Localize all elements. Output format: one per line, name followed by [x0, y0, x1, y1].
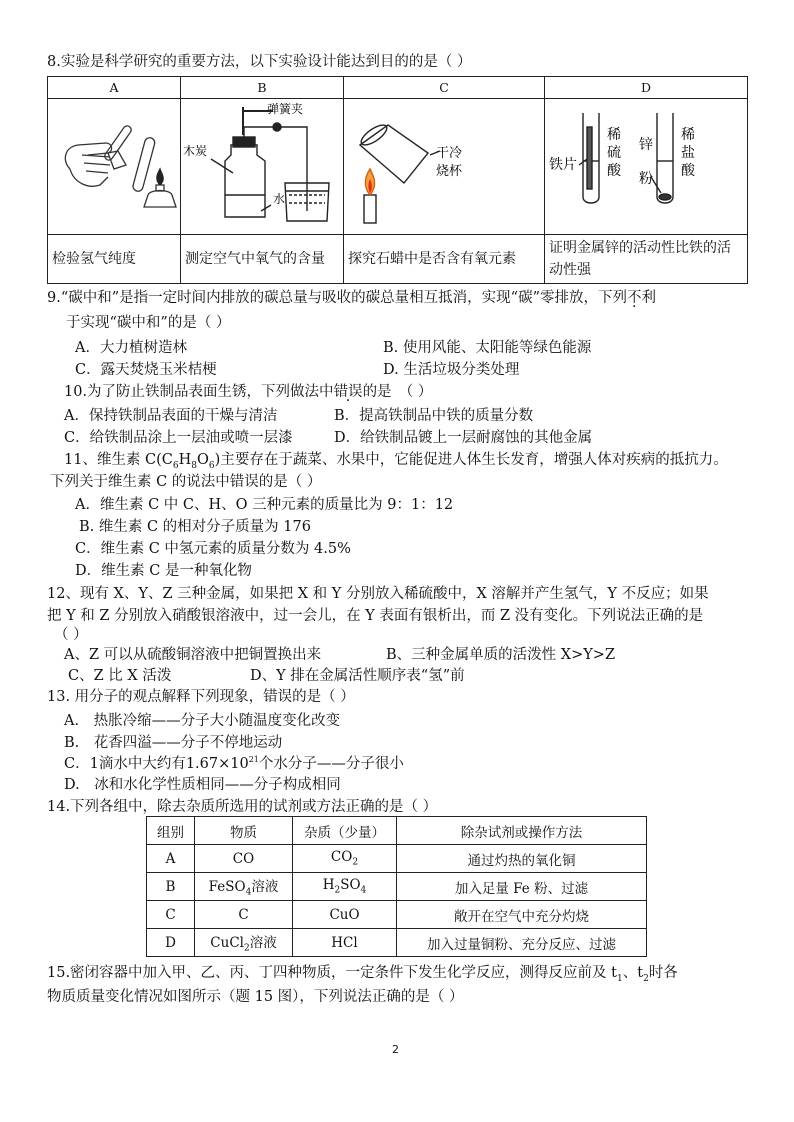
q13-option-c: C．1滴水中大约有$1.67\times 10^{21}$个水分子——分子很小 — [64, 755, 404, 772]
zinc-char-2: 粉 — [639, 171, 653, 187]
q12-option-a: A、Z 可以从硫酸铜溶液中把铜置换出来 — [64, 647, 322, 663]
iron-plate-label: 铁片 — [549, 157, 577, 173]
table-row: A CO $CO_2$ 通过灼热的氧化铜 — [147, 845, 647, 873]
emphasis-not: 不 — [626, 290, 642, 306]
q12-option-b: B、三种金属单质的活泼性 X>Y>Z — [386, 647, 616, 663]
q13-option-d: D. 冰和水化学性质相同——分子构成相同 — [64, 777, 341, 793]
acid1-char-2: 硫 — [607, 145, 621, 161]
q12-option-c: C、Z 比 X 活泼 — [68, 668, 172, 684]
spring-clamp-label: 弹簧夹 — [267, 102, 304, 116]
q9-stem-line2: 于实现“碳中和”的是（ ） — [66, 315, 231, 331]
table-row: D CuCl$_2$溶液 HCl 加入过量铜粉、充分反应、过滤 — [147, 929, 647, 957]
page-number: 2 — [392, 1043, 399, 1056]
col-header-d: D — [545, 77, 748, 99]
charcoal-label: 木炭 — [183, 144, 208, 158]
q15-stem-line1: 15.密闭容器中加入甲、乙、丙、丁四种物质，一定条件下发生化学反应，测得反应前及 $t_1$、$t_2$时各 — [47, 965, 678, 984]
water-label: 水 — [273, 192, 286, 206]
acid2-char-3: 酸 — [681, 163, 695, 179]
acid2-char-2: 盐 — [681, 145, 695, 161]
acid2-char-1: 稀 — [681, 127, 695, 143]
q10-option-c: C．给铁制品涂上一层油或喷一层漆 — [64, 430, 293, 446]
q15-stem-line2: 物质质量变化情况如图所示（题 15 图），下列说法正确的是（ ） — [47, 989, 464, 1005]
q9-option-a: A．大力植树造林 — [75, 340, 187, 356]
q9-stem-line1: 9.“碳中和”是指一定时间内排放的碳总量与吸收的碳总量相互抵消，实现“碳”零排放，下列不利 — [47, 290, 656, 306]
q10-stem: 10.为了防止铁制品表面生锈，下列做法中错误的是 （ ） — [64, 384, 433, 400]
label-d: 证明金属锌的活动性比铁的活动性强 — [545, 235, 748, 284]
q9-option-b: B. 使用风能、太阳能等绿色能源 — [383, 340, 592, 356]
q8-experiment-table — [47, 76, 748, 284]
q13-stem: 13. 用分子的观点解释下列现象，错误的是（ ） — [47, 689, 355, 705]
col-header-b: B — [181, 77, 344, 99]
metal-activity-diagram — [545, 99, 748, 230]
zinc-char-1: 锌 — [639, 137, 653, 153]
table-row: B FeSO$_4$溶液 $H_2SO_4$ 加入足量 Fe 粉、过滤 — [147, 873, 647, 901]
q14-stem: 14.下列各组中，除去杂质所选用的试剂或方法正确的是（ ） — [47, 799, 438, 815]
q10-option-b: B．提高铁制品中铁的质量分数 — [334, 408, 534, 424]
label-c: 探究石蜡中是否含有氧元素 — [344, 235, 545, 284]
paraffin-test-diagram — [344, 99, 545, 230]
beaker-label: 烧杯 — [436, 164, 463, 179]
q11-stem-line2: 下列关于维生素 C 的说法中错误的是（ ） — [50, 474, 322, 490]
q11-stem-line1: 11、维生素 $C(C_6H_8O_6)$主要存在于蔬菜、水果中，它能促进人体生长发育，增强人体对疾病的抵抗力。 — [64, 452, 728, 471]
q9-option-c: C．露天焚烧玉米桔梗 — [75, 362, 217, 378]
diagram-d-cell — [545, 99, 748, 235]
header-substance: 物质 — [195, 817, 293, 845]
acid1-char-3: 酸 — [607, 163, 621, 179]
q12-stem-line2: 把 Y 和 Z 分别放入硝酸银溶液中，过一会儿，在 Y 表面有银析出，而 Z 没有变化。下列说法正确的是 — [47, 608, 704, 624]
q11-option-a: A．维生素 C 中 C、H、O 三种元素的质量比为 9：1：12 — [75, 497, 454, 513]
header-group: 组别 — [147, 817, 195, 845]
col-header-a: A — [48, 77, 181, 99]
table-header-row — [147, 817, 647, 845]
emphasis-wrong: 错误 — [333, 384, 363, 400]
q12-stem-line3: （ ） — [54, 627, 88, 643]
hydrogen-test-diagram — [48, 99, 181, 230]
q13-option-a: A. 热胀冷缩——分子大小随温度变化改变 — [64, 713, 341, 729]
label-a: 检验氢气纯度 — [48, 235, 181, 284]
q13-option-b: B. 花香四溢——分子不停地运动 — [64, 735, 283, 751]
q10-option-a: A．保持铁制品表面的干燥与清洁 — [64, 408, 278, 424]
acid1-char-1: 稀 — [607, 127, 621, 143]
diagram-a-cell — [48, 99, 181, 235]
diagram-b-cell — [181, 99, 344, 235]
header-method: 除杂试剂或操作方法 — [397, 817, 647, 845]
oxygen-content-diagram — [181, 99, 344, 230]
q11-option-c: C．维生素 C 中氢元素的质量分数为 4.5% — [75, 541, 351, 557]
q10-option-d: D．给铁制品镀上一层耐腐蚀的其他金属 — [334, 430, 593, 446]
header-impurity: 杂质（少量） — [293, 817, 397, 845]
col-header-c: C — [344, 77, 545, 99]
label-b: 测定空气中氧气的含量 — [181, 235, 344, 284]
diagram-c-cell — [344, 99, 545, 235]
table-row: C C CuO 敞开在空气中充分灼烧 — [147, 901, 647, 929]
dry-cold-label: 干冷 — [436, 146, 463, 161]
q12-stem-line1: 12、现有 X、Y、Z 三种金属，如果把 X 和 Y 分别放入稀硫酸中，X 溶解并产生氢气，Y 不反应；如果 — [47, 586, 709, 602]
q14-impurity-table — [146, 816, 647, 957]
q12-option-d: D、Y 排在金属活性顺序表“氢”前 — [250, 668, 465, 684]
q9-option-d: D. 生活垃圾分类处理 — [383, 362, 520, 378]
q11-option-d: D．维生素 C 是一种氧化物 — [75, 563, 252, 579]
q11-option-b: B. 维生素 C 的相对分子质量为 176 — [79, 519, 311, 535]
q8-stem: 8.实验是科学研究的重要方法，以下实验设计能达到目的的是（ ） — [47, 54, 472, 70]
